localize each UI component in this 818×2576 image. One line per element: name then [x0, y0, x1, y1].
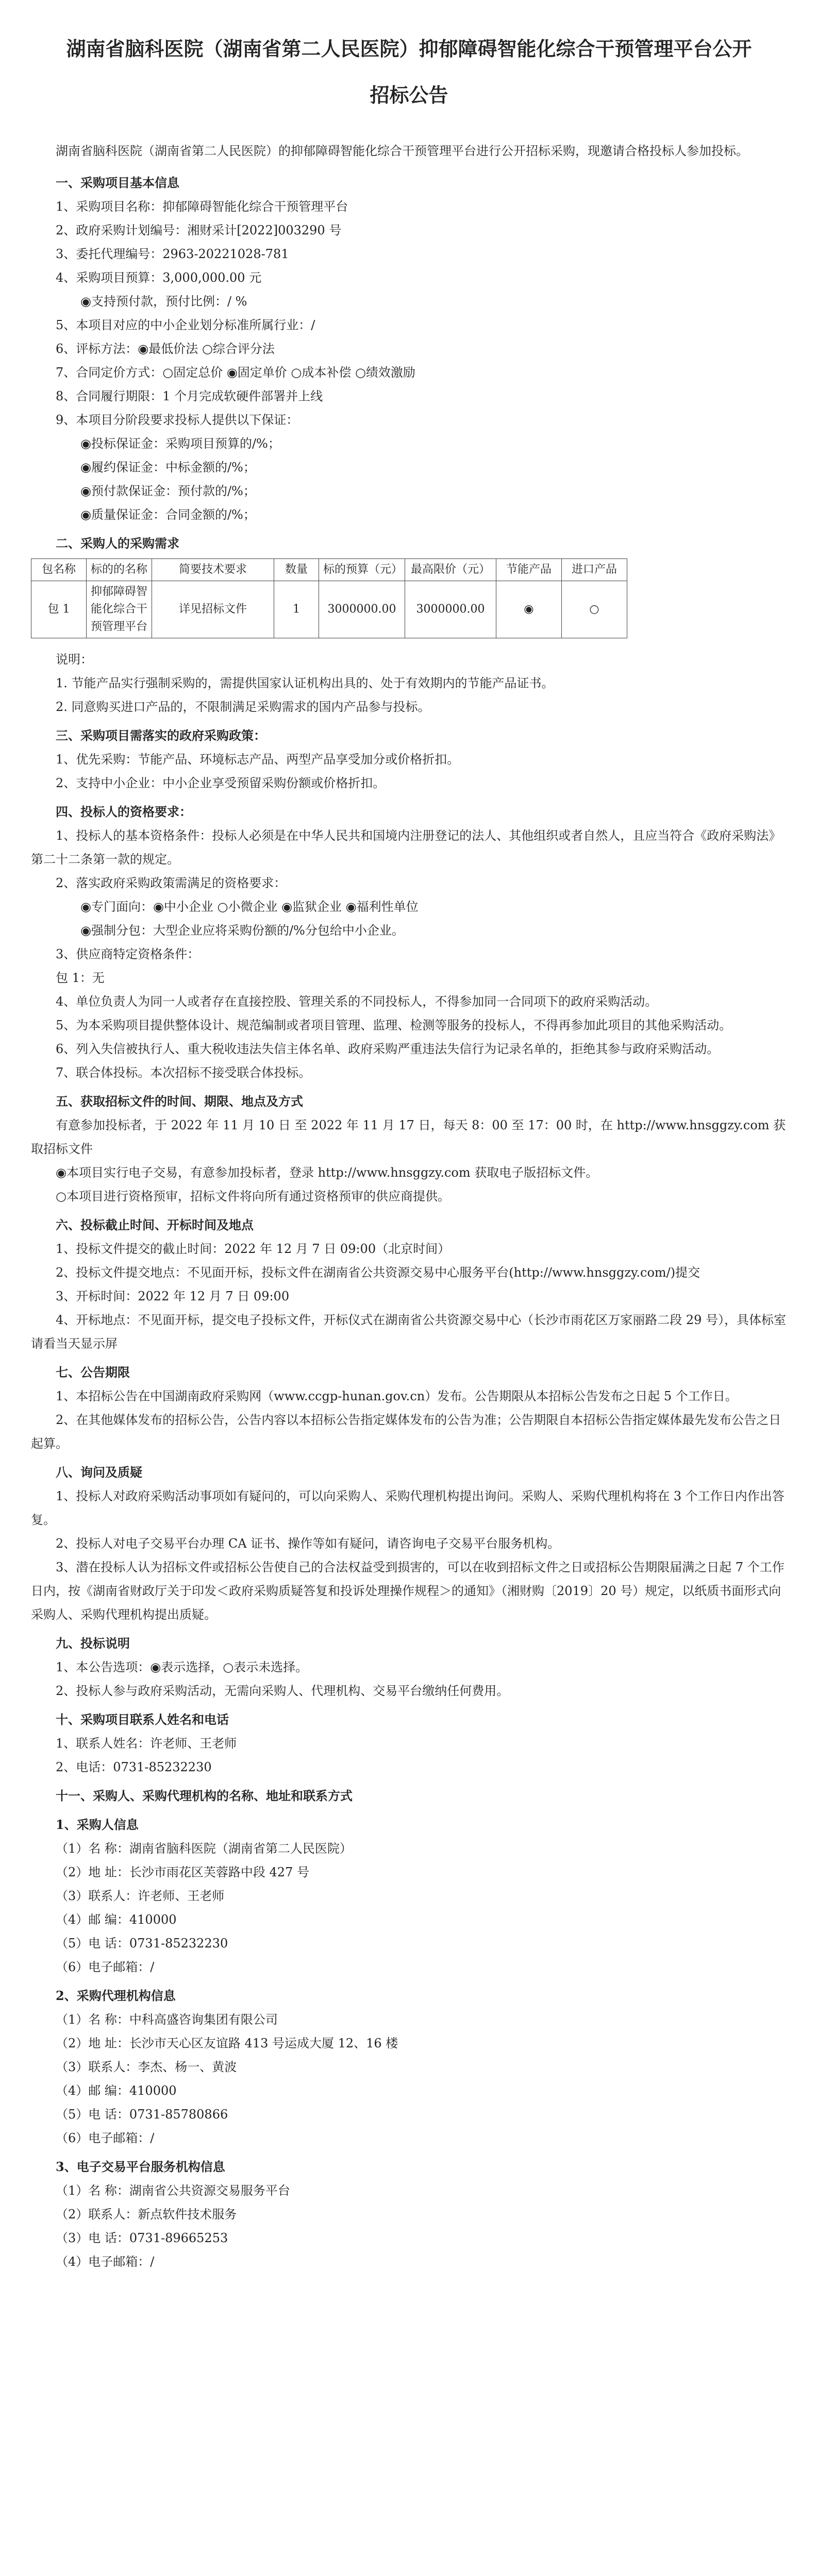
policy-line: 2、支持中小企业：中小企业享受预留采购份额或价格折扣。: [56, 776, 386, 790]
budget-line: 4、采购项目预算：3,000,000.00 元: [56, 270, 262, 285]
table-cell: 1: [274, 581, 319, 638]
dedicated-enterprise-line: ◉专门面向：◉中小企业 ○小微企业 ◉监狱企业 ◉福利性单位: [80, 900, 419, 914]
note-imported-products: 2. 同意购买进口产品的，不限制满足采购需求的国内产品参与投标。: [56, 700, 430, 714]
inquiry-para-3: 3、潜在投标人认为招标文件或招标公告使自己的合法权益受到损害的，可以在收到招标文件之日或招标公告期限届满之日起 7 个工作日内，按《湖南省财政厅关于印发＜政府采购质疑答复和投诉处理操作规程＞的通知》（湘财购〔2019〕20 号）规定，以纸质书面形式向采购人、采购代理机构提出质疑。: [31, 1560, 784, 1622]
section-policy-title: 三、采购项目需落实的政府采购政策：: [56, 728, 266, 743]
contact-name-line: 1、联系人姓名：许老师、王老师: [56, 1736, 237, 1751]
agency-info-title: 2、采购代理机构信息: [56, 1988, 176, 2003]
consortium-line: 7、联合体投标。本次招标不接受联合体投标。: [56, 1065, 311, 1080]
platform-info-line: （1）名 称：湖南省公共资源交易服务平台: [56, 2183, 290, 2198]
contact-phone-line: 2、电话：0731-85232230: [56, 1760, 212, 1774]
agency-info-line: （5）电 话：0731-85780866: [56, 2107, 228, 2122]
agency-info-line: （1）名 称：中科高盛咨询集团有限公司: [56, 2012, 278, 2027]
section-instructions-title: 九、投标说明: [56, 1636, 130, 1651]
platform-info-line: （2）联系人：新点软件技术服务: [56, 2207, 237, 2222]
agency-info-line: （2）地 址：长沙市天心区友谊路 413 号运成大厦 12、16 楼: [56, 2036, 398, 2050]
prepayment-line: ◉支持预付款，预付比例：/ %: [80, 294, 247, 309]
period-para-2: 2、在其他媒体发布的招标公告，公告内容以本招标公告指定媒体发布的公告为准；公告期限自本招标公告指定媒体最先发布公告之日起算。: [31, 1413, 781, 1451]
table-cell: 包 1: [31, 581, 87, 638]
platform-info-line: （4）电子邮箱：/: [56, 2255, 155, 2269]
period-para-1: 1、本招标公告在中国湖南政府采购网（www.ccgp-hunan.gov.cn）发布。公告期限从本招标公告发布之日起 5 个工作日。: [56, 1389, 738, 1403]
purchaser-info-line: （6）电子邮箱：/: [56, 1960, 155, 1974]
purchaser-info-line: （3）联系人：许老师、王老师: [56, 1889, 225, 1903]
plan-number-line: 2、政府采购计划编号：湘财采计[2022]003290 号: [56, 223, 342, 238]
section-inquiry-title: 八、询问及质疑: [56, 1465, 142, 1480]
section-deadline-title: 六、投标截止时间、开标时间及地点: [56, 1217, 254, 1232]
documents-period-para: 有意参加投标者，于 2022 年 11 月 10 日 至 2022 年 11 月 17 日，每天 8：00 至 17：00 时，在 http://www.hnsggzy.com 获取招标文件: [31, 1118, 786, 1156]
table-header-cell: 标的的名称: [87, 559, 152, 581]
instructions-line-1: 1、本公告选项：◉表示选择，○表示未选择。: [56, 1660, 308, 1674]
contract-term-line: 8、合同履行期限：1 个月完成软硬件部署并上线: [56, 389, 323, 403]
table-header-cell: 节能产品: [496, 559, 562, 581]
opening-time-line: 3、开标时间：2022 年 12 月 7 日 09:00: [56, 1289, 290, 1303]
agency-info-line: （6）电子邮箱：/: [56, 2131, 155, 2145]
purchaser-info-line: （5）电 话：0731-85232230: [56, 1936, 228, 1951]
guarantee-intro-line: 9、本项目分阶段要求投标人提供以下保证：: [56, 413, 299, 427]
table-header-cell: 包名称: [31, 559, 87, 581]
mandatory-subcontract-line: ◉强制分包：大型企业应将采购份额的/%分包给中小企业。: [80, 923, 404, 938]
submission-deadline-line: 1、投标文件提交的截止时间：2022 年 12 月 7 日 09:00（北京时间）: [56, 1242, 450, 1256]
qualification-policy-line: 2、落实政府采购政策需满足的资格要求：: [56, 876, 287, 890]
inquiry-para-2: 2、投标人对电子交易平台办理 CA 证书、操作等如有疑问，请咨询电子交易平台服务机构。: [56, 1536, 560, 1551]
opening-location-para: 4、开标地点：不见面开标，提交电子投标文件，开标仪式在湖南省公共资源交易中心（长沙市雨花区万家丽路二段 29 号），具体标室请看当天显示屏: [31, 1313, 787, 1351]
table-cell: ○: [562, 581, 627, 638]
project-name-line: 1、采购项目名称：抑郁障碍智能化综合干预管理平台: [56, 199, 348, 214]
intro-paragraph: 湖南省脑科医院（湖南省第二人民医院）的抑郁障碍智能化综合干预管理平台进行公开招标采购，现邀请合格投标人参加投标。: [56, 144, 748, 158]
industry-line: 5、本项目对应的中小企业划分标准所属行业：/: [56, 318, 315, 332]
evaluation-method-line: 6、评标方法：◉最低价法 ○综合评分法: [56, 342, 275, 356]
table-header-cell: 进口产品: [562, 559, 627, 581]
qualification-basic-para: 1、投标人的基本资格条件：投标人必须是在中华人民共和国境内注册登记的法人、其他组织或者自然人，且应当符合《政府采购法》第二十二条第一款的规定。: [31, 828, 781, 867]
agency-number-line: 3、委托代理编号：2963-20221028-781: [56, 247, 289, 261]
qualification-para-5: 5、为本采购项目提供整体设计、规范编制或者项目管理、监理、检测等服务的投标人，不得再参加此项目的其他采购活动。: [56, 1018, 732, 1032]
qualification-para-4: 4、单位负责人为同一人或者存在直接控股、管理关系的不同投标人，不得参加同一合同项下的政府采购活动。: [56, 994, 658, 1009]
pricing-method-line: 7、合同定价方式：○固定总价 ◉固定单价 ○成本补偿 ○绩效激励: [56, 365, 415, 380]
table-cell: 详见招标文件: [152, 581, 274, 638]
section-qualification-title: 四、投标人的资格要求：: [56, 804, 192, 819]
document-title-line2: 招标公告: [370, 83, 448, 107]
table-cell: ◉: [496, 581, 562, 638]
notes-label: 说明：: [56, 652, 93, 667]
note-energy-saving: 1. 节能产品实行强制采购的，需提供国家认证机构出具的、处于有效期内的节能产品证书。: [56, 676, 554, 690]
purchaser-info-title: 1、采购人信息: [56, 1817, 139, 1832]
table-cell: 3000000.00: [319, 581, 405, 638]
performance-guarantee-line: ◉履约保证金：中标金额的/%；: [80, 460, 256, 474]
section-requirements-title: 二、采购人的采购需求: [56, 536, 179, 551]
section-documents-title: 五、获取招标文件的时间、期限、地点及方式: [56, 1094, 303, 1109]
table-header-cell: 最高限价（元）: [405, 559, 496, 581]
inquiry-para-1: 1、投标人对政府采购活动事项如有疑问的，可以向采购人、采购代理机构提出询问。采购人、采购代理机构将在 3 个工作日内作出答复。: [31, 1489, 784, 1527]
section-contact-title: 十、采购项目联系人姓名和电话: [56, 1712, 229, 1727]
prequalification-line: ○本项目进行资格预审，招标文件将向所有通过资格预审的供应商提供。: [56, 1189, 450, 1204]
platform-info-title: 3、电子交易平台服务机构信息: [56, 2159, 225, 2174]
qualification-para-6: 6、列入失信被执行人、重大税收违法失信主体名单、政府采购严重违法失信行为记录名单的，拒绝其参与政府采购活动。: [56, 1042, 720, 1056]
section-period-title: 七、公告期限: [56, 1365, 130, 1380]
platform-info-line: （3）电 话：0731-89665253: [56, 2231, 228, 2245]
table-row: [31, 581, 627, 638]
table-header-cell: 数量: [274, 559, 319, 581]
submission-location-para: 2、投标文件提交地点：不见面开标，投标文件在湖南省公共资源交易中心服务平台(http://www.hnsggzy.com/)提交: [56, 1265, 700, 1280]
purchaser-info-line: （1）名 称：湖南省脑科医院（湖南省第二人民医院）: [56, 1841, 352, 1856]
table-header-row: [31, 559, 627, 581]
prepayment-guarantee-line: ◉预付款保证金：预付款的/%；: [80, 484, 256, 498]
instructions-line-2: 2、投标人参与政府采购活动，无需向采购人、代理机构、交易平台缴纳任何费用。: [56, 1684, 509, 1698]
table-cell: 抑郁障碍智能化综合干预管理平台: [87, 581, 152, 638]
requirements-table: [31, 558, 627, 638]
section-parties-title: 十一、采购人、采购代理机构的名称、地址和联系方式: [56, 1788, 353, 1803]
policy-line: 1、优先采购：节能产品、环境标志产品、两型产品享受加分或价格折扣。: [56, 752, 460, 767]
package-qualification-line: 包 1：无: [56, 971, 105, 985]
section-basic-info-title: 一、采购项目基本信息: [56, 175, 179, 190]
bid-guarantee-line: ◉投标保证金：采购项目预算的/%；: [80, 436, 280, 451]
table-header-cell: 简要技术要求: [152, 559, 274, 581]
purchaser-info-line: （4）邮 编：410000: [56, 1912, 177, 1927]
electronic-trading-line: ◉本项目实行电子交易，有意参加投标者，登录 http://www.hnsggzy.com 获取电子版招标文件。: [56, 1165, 598, 1180]
purchaser-info-line: （2）地 址：长沙市雨花区芙蓉路中段 427 号: [56, 1865, 309, 1879]
document-title-line1: 湖南省脑科医院（湖南省第二人民医院）抑郁障碍智能化综合干预管理平台公开: [66, 37, 752, 60]
quality-guarantee-line: ◉质量保证金：合同金额的/%；: [80, 507, 256, 522]
specific-qualification-line: 3、供应商特定资格条件：: [56, 947, 200, 961]
table-header-cell: 标的预算（元）: [319, 559, 405, 581]
table-cell: 3000000.00: [405, 581, 496, 638]
agency-info-line: （3）联系人：李杰、杨一、黄波: [56, 2060, 237, 2074]
agency-info-line: （4）邮 编：410000: [56, 2083, 177, 2098]
